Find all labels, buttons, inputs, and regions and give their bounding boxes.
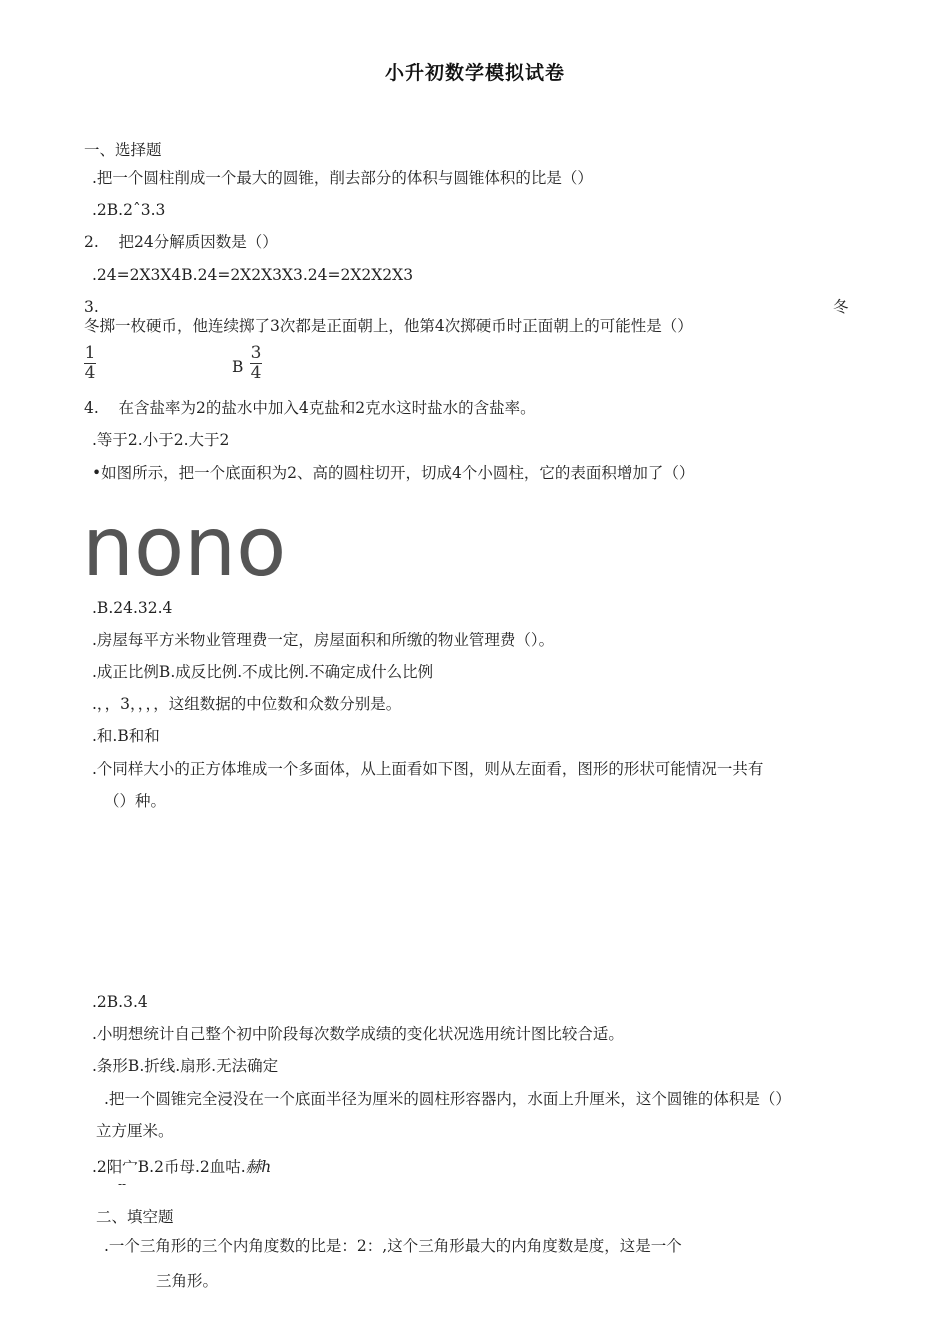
question-4-options: .等于2.小于2.大于2	[92, 431, 230, 449]
question-1-options: .2B.2ˆ3.3	[92, 201, 166, 219]
fill-question-1-text-line1: .一个三角形的三个内角度数的比是：2：,这个三角形最大的内角度数是度，这是一个	[104, 1237, 682, 1255]
question-8-text-line2: （）种。	[104, 792, 167, 810]
question-9-options: .条形B.折线.扇形.无法确定	[92, 1057, 279, 1075]
question-10-options-tail: 赫h	[245, 1158, 272, 1176]
question-5-options: .B.24.32.4	[92, 599, 173, 617]
question-2-options: .24=2X3X4B.24=2X2X3X3.24=2X2X2X3	[92, 266, 414, 284]
question-9-text: .小明想统计自己整个初中阶段每次数学成绩的变化状况选用统计图比较合适。	[92, 1025, 624, 1043]
question-3-option-a-fraction	[84, 343, 96, 383]
question-3-option-b-label: B	[232, 358, 244, 376]
question-10-options	[92, 1157, 271, 1177]
fraction-denominator: 4	[250, 363, 262, 383]
question-7-text: .，，3，，，，这组数据的中位数和众数分别是。	[92, 695, 402, 713]
question-7-options: .和.B和和	[92, 727, 160, 745]
question-3-text: 冬掷一枚硬币，他连续掷了3次都是正面朝上，他第4次掷硬币时正面朝上的可能性是（）	[84, 317, 693, 335]
question-10-text-line1: .把一个圆锥完全浸没在一个底面半径为厘米的圆柱形容器内，水面上升厘米，这个圆锥的体积是（）	[104, 1090, 791, 1108]
section-heading-choice: 一、选择题	[84, 141, 162, 159]
section-heading-fill: 二、填空题	[96, 1208, 174, 1226]
question-1-text: .把一个圆柱削成一个最大的圆锥，削去部分的体积与圆锥体积的比是（）	[92, 169, 593, 187]
question-3-corner-char: 冬	[833, 298, 849, 316]
question-10-underline-mark: --	[118, 1177, 127, 1191]
question-6-text: .房屋每平方米物业管理费一定，房屋面积和所缴的物业管理费（）。	[92, 631, 555, 649]
fill-question-1-text-line2: 三角形。	[156, 1272, 219, 1290]
fraction-numerator: 3	[250, 343, 262, 363]
question-5-text: •如图所示，把一个底面积为2、高的圆柱切开，切成4个小圆柱，它的表面积增加了（）	[92, 464, 695, 482]
question-3-option-b-fraction	[250, 343, 262, 383]
question-8-options: .2B.3.4	[92, 993, 148, 1011]
question-6-options: .成正比例B.成反比例.不成比例.不确定成什么比例	[92, 663, 434, 681]
question-3-number: 3.	[84, 298, 99, 316]
fraction-denominator: 4	[84, 363, 96, 383]
question-4-text: 4. 在含盐率为2的盐水中加入4克盐和2克水这时盐水的含盐率。	[84, 399, 536, 417]
question-5-figure-text: nono	[82, 500, 287, 595]
fraction-numerator: 1	[84, 343, 96, 363]
page-title: 小升初数学模拟试卷	[384, 62, 565, 84]
question-10-text-line2: 立方厘米。	[96, 1122, 174, 1140]
question-8-text-line1: .个同样大小的正方体堆成一个多面体，从上面看如下图，则从左面看，图形的形状可能情况一共有	[92, 760, 764, 778]
question-2-text: 2. 把24分解质因数是（）	[84, 233, 278, 251]
question-10-options-text: .2阳宀B.2币母.2血咕.	[92, 1158, 246, 1176]
